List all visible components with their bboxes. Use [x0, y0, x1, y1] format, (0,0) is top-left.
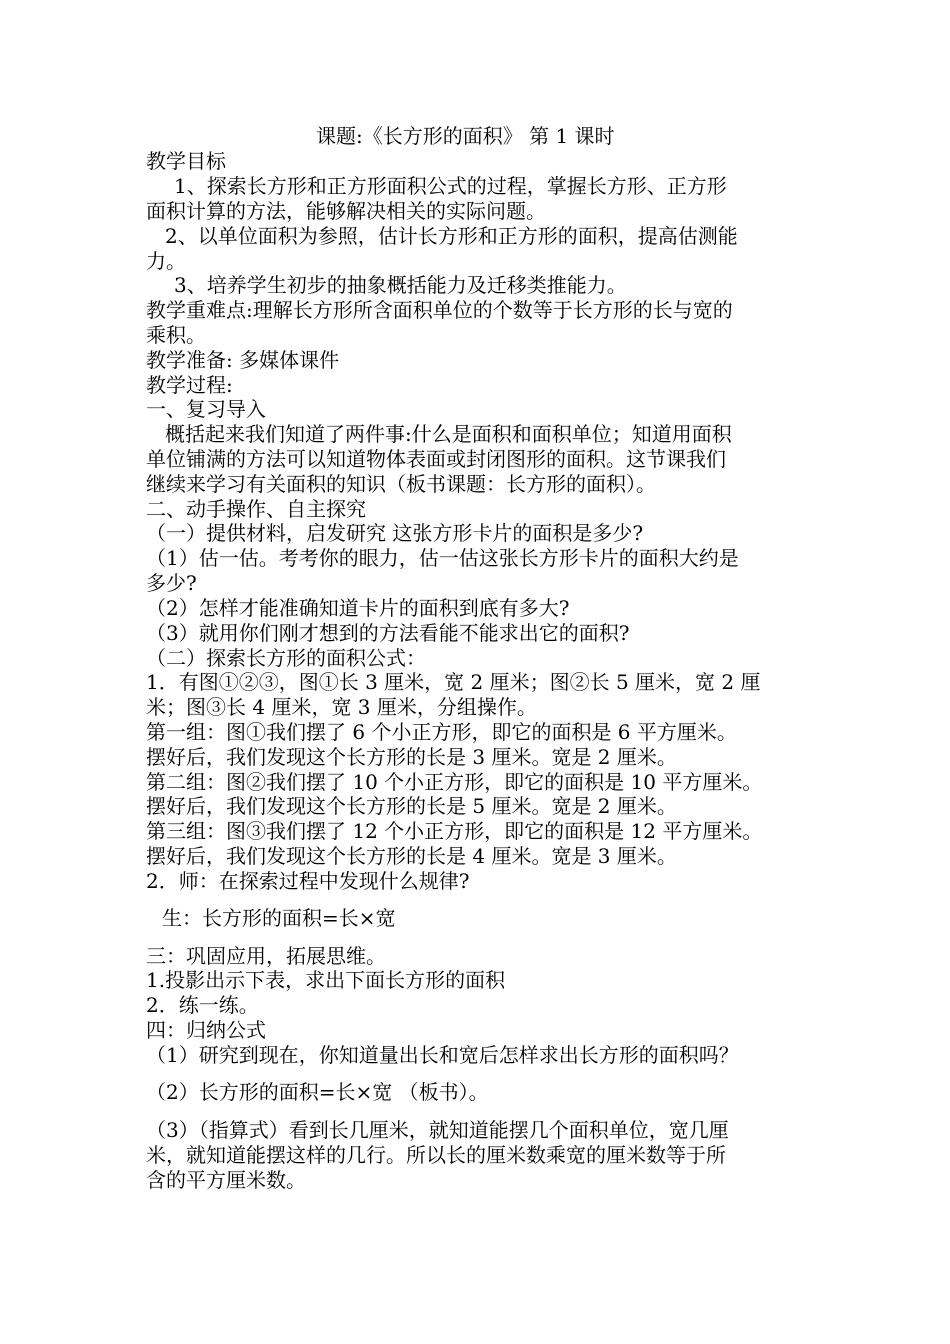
item-3: （3）就用你们刚才想到的方法看能不能求出它的面积?	[146, 621, 630, 645]
document-title: 课题:《长方形的面积》 第 1 课时	[316, 124, 615, 148]
group-2-line-1: 第二组：图②我们摆了 10 个小正方形，即它的面积是 10 平方厘米。	[146, 770, 763, 794]
key-points-line-1: 教学重难点:理解长方形所含面积单位的个数等于长方形的长与宽的	[146, 298, 733, 322]
item-2: （2）怎样才能准确知道卡片的面积到底有多大?	[146, 596, 570, 620]
heading-process: 教学过程:	[146, 373, 233, 397]
section-2-heading: 二、动手操作、自主探究	[146, 497, 366, 521]
group-1-line-1: 第一组：图①我们摆了 6 个小正方形，即它的面积是 6 平方厘米。	[146, 720, 737, 744]
section-1-heading: 一、复习导入	[146, 397, 266, 421]
item-1-line-2: 多少?	[146, 571, 197, 595]
formula-item-2: （2）长方形的面积=长×宽 （板书）。	[146, 1080, 489, 1104]
section-1-para-line-1: 概括起来我们知道了两件事:什么是面积和面积单位；知道用面积	[165, 422, 732, 446]
preparation: 教学准备: 多媒体课件	[146, 348, 340, 372]
goal-1-line-1: 1、探索长方形和正方形面积公式的过程，掌握长方形、正方形	[174, 174, 727, 198]
step-1-line-1: 1．有图①②③，图①长 3 厘米，宽 2 厘米；图②长 5 厘米，宽 2 厘	[146, 670, 761, 694]
group-2-line-2: 摆好后，我们发现这个长方形的长是 5 厘米。宽是 2 厘米。	[146, 794, 677, 818]
student-answer: 生：长方形的面积=长×宽	[162, 906, 396, 930]
step-1-line-2: 米；图③长 4 厘米，宽 3 厘米，分组操作。	[146, 695, 537, 719]
group-3-line-2: 摆好后，我们发现这个长方形的长是 4 厘米。宽是 3 厘米。	[146, 844, 677, 868]
item-1-line-1: （1）估一估。考考你的眼力，估一估这张长方形卡片的面积大约是	[146, 546, 739, 570]
section-3-item-1: 1.投影出示下表，求出下面长方形的面积	[146, 968, 506, 992]
section-1-para-line-3: 继续来学习有关面积的知识（板书课题：长方形的面积）。	[146, 472, 656, 496]
section-4-heading: 四：归纳公式	[146, 1018, 266, 1042]
group-1-line-2: 摆好后，我们发现这个长方形的长是 3 厘米。宽是 2 厘米。	[146, 745, 677, 769]
section-3-heading: 三：巩固应用，拓展思维。	[146, 944, 386, 968]
sub-1-heading: （一）提供材料，启发研究 这张方形卡片的面积是多少?	[146, 521, 644, 545]
goal-2-line-1: 2、以单位面积为参照，估计长方形和正方形的面积，提高估测能	[165, 224, 738, 248]
section-3-item-2: 2．练一练。	[146, 993, 259, 1017]
sub-2-heading: （二）探索长方形的面积公式：	[146, 646, 426, 670]
formula-item-1: （1）研究到现在，你知道量出长和宽后怎样求出长方形的面积吗？	[146, 1043, 739, 1067]
heading-teaching-goals: 教学目标	[146, 149, 226, 173]
goal-1-line-2: 面积计算的方法，能够解决相关的实际问题。	[146, 199, 546, 223]
goal-2-line-2: 力。	[146, 249, 186, 273]
formula-item-3-line-1: （3）（指算式）看到长几厘米，就知道能摆几个面积单位，宽几厘	[146, 1118, 729, 1142]
goal-3: 3、培养学生初步的抽象概括能力及迁移类推能力。	[174, 273, 627, 297]
step-2: 2．师：在探索过程中发现什么规律?	[146, 869, 470, 893]
group-3-line-1: 第三组：图③我们摆了 12 个小正方形，即它的面积是 12 平方厘米。	[146, 819, 763, 843]
formula-item-3-line-3: 含的平方厘米数。	[146, 1168, 306, 1192]
section-1-para-line-2: 单位铺满的方法可以知道物体表面或封闭图形的面积。这节课我们	[146, 447, 726, 471]
key-points-line-2: 乘积。	[146, 323, 206, 347]
formula-item-3-line-2: 米，就知道能摆这样的几行。所以长的厘米数乘宽的厘米数等于所	[146, 1143, 726, 1167]
